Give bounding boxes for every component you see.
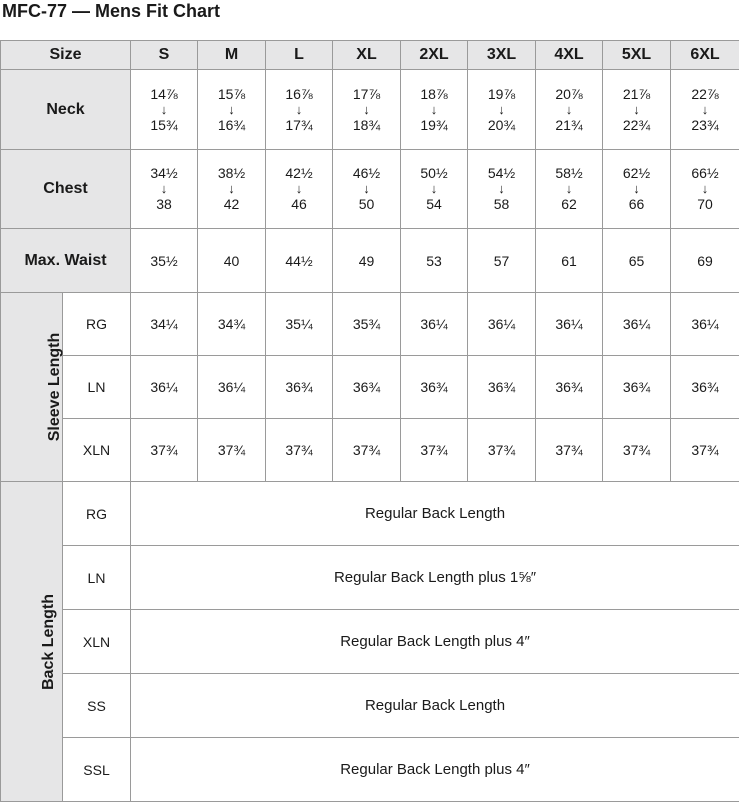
sleeve-length-row [1, 419, 739, 482]
chest-to-value: 54 [426, 196, 442, 213]
size-header-label: Size [1, 41, 131, 70]
neck-from-value: 14⅞ [150, 86, 177, 103]
neck-cell [131, 70, 198, 150]
chest-to-value: 66 [629, 196, 645, 213]
down-arrow-icon: ↓ [161, 103, 168, 117]
chest-to-value: 42 [224, 196, 240, 213]
back-length-row [1, 482, 739, 546]
chest-from-value: 62½ [623, 165, 650, 182]
max-waist-row [1, 229, 739, 293]
down-arrow-icon: ↓ [633, 182, 640, 196]
sleeve-length-value: 37¾ [266, 419, 333, 482]
chest-to-value: 62 [561, 196, 577, 213]
sleeve-length-value: 36¾ [671, 356, 739, 419]
sleeve-length-value: 36¼ [131, 356, 198, 419]
neck-cell [603, 70, 671, 150]
down-arrow-icon: ↓ [363, 182, 370, 196]
neck-to-value: 23¾ [691, 117, 718, 134]
sleeve-length-value: 37¾ [401, 419, 468, 482]
sleeve-length-value: 36¾ [266, 356, 333, 419]
sleeve-length-value: 34¼ [131, 293, 198, 356]
neck-from-value: 18⅞ [420, 86, 447, 103]
neck-range [333, 86, 400, 134]
neck-cell [671, 70, 739, 150]
neck-range [131, 86, 197, 134]
sleeve-length-value: 37¾ [131, 419, 198, 482]
chest-range [401, 165, 467, 213]
size-l-header: L [266, 41, 333, 70]
max-waist-value: 35½ [131, 229, 198, 293]
chest-from-value: 50½ [420, 165, 447, 182]
back-length-group [1, 482, 63, 802]
sleeve-length-value: 37¾ [603, 419, 671, 482]
chest-range [198, 165, 265, 213]
size-3xl-header: 3XL [468, 41, 536, 70]
neck-range [198, 86, 265, 134]
neck-to-value: 18¾ [353, 117, 380, 134]
neck-cell [198, 70, 266, 150]
sleeve-length-group [1, 293, 63, 482]
down-arrow-icon: ↓ [702, 182, 709, 196]
chest-from-value: 38½ [218, 165, 245, 182]
sleeve-length-value: 36¼ [401, 293, 468, 356]
neck-from-value: 19⅞ [488, 86, 515, 103]
sleeve-subtype-label: RG [63, 293, 131, 356]
neck-from-value: 21⅞ [623, 86, 650, 103]
sleeve-length-value: 36¾ [536, 356, 603, 419]
neck-cell [468, 70, 536, 150]
back-subtype-label: RG [63, 482, 131, 546]
sleeve-subtype-label: XLN [63, 419, 131, 482]
sleeve-length-value: 37¾ [536, 419, 603, 482]
sleeve-length-value: 36¾ [401, 356, 468, 419]
size-m-header: M [198, 41, 266, 70]
chest-cell [198, 150, 266, 229]
chest-cell [131, 150, 198, 229]
sleeve-subtype-label: LN [63, 356, 131, 419]
max-waist-value: 53 [401, 229, 468, 293]
size-s-header: S [131, 41, 198, 70]
sleeve-length-value: 37¾ [333, 419, 401, 482]
down-arrow-icon: ↓ [363, 103, 370, 117]
down-arrow-icon: ↓ [566, 182, 573, 196]
sleeve-length-value: 36¼ [671, 293, 739, 356]
size-5xl-header: 5XL [603, 41, 671, 70]
back-length-description: Regular Back Length [131, 674, 739, 738]
back-length-row [1, 546, 739, 610]
sleeve-length-value: 36¼ [198, 356, 266, 419]
neck-to-value: 16¾ [218, 117, 245, 134]
down-arrow-icon: ↓ [702, 103, 709, 117]
down-arrow-icon: ↓ [228, 182, 235, 196]
neck-to-value: 19¾ [420, 117, 447, 134]
max-waist-value: 65 [603, 229, 671, 293]
chest-range [333, 165, 400, 213]
down-arrow-icon: ↓ [498, 103, 505, 117]
down-arrow-icon: ↓ [633, 103, 640, 117]
chest-from-value: 58½ [555, 165, 582, 182]
sleeve-length-value: 37¾ [671, 419, 739, 482]
sleeve-length-row [1, 356, 739, 419]
down-arrow-icon: ↓ [296, 103, 303, 117]
sleeve-length-value: 35¾ [333, 293, 401, 356]
sleeve-length-value: 37¾ [198, 419, 266, 482]
neck-cell [536, 70, 603, 150]
size-4xl-header: 4XL [536, 41, 603, 70]
sleeve-length-value: 36¾ [333, 356, 401, 419]
chest-to-value: 46 [291, 196, 307, 213]
size-header-row [1, 41, 739, 70]
chest-to-value: 70 [697, 196, 713, 213]
neck-cell [401, 70, 468, 150]
down-arrow-icon: ↓ [431, 182, 438, 196]
size-6xl-header: 6XL [671, 41, 739, 70]
chest-range [603, 165, 670, 213]
neck-from-value: 20⅞ [555, 86, 582, 103]
neck-to-value: 21¾ [555, 117, 582, 134]
neck-range [266, 86, 332, 134]
sleeve-length-value: 36¾ [603, 356, 671, 419]
back-length-description: Regular Back Length plus 4″ [131, 738, 739, 802]
chest-from-value: 34½ [150, 165, 177, 182]
back-length-description: Regular Back Length plus 1⅝″ [131, 546, 739, 610]
back-subtype-label: LN [63, 546, 131, 610]
chest-label: Chest [1, 150, 131, 229]
neck-range [671, 86, 739, 134]
neck-range [468, 86, 535, 134]
back-subtype-label: XLN [63, 610, 131, 674]
size-2xl-header: 2XL [401, 41, 468, 70]
chest-to-value: 50 [359, 196, 375, 213]
neck-from-value: 16⅞ [285, 86, 312, 103]
sleeve-length-value: 36¼ [468, 293, 536, 356]
sleeve-length-value: 36¼ [536, 293, 603, 356]
down-arrow-icon: ↓ [161, 182, 168, 196]
neck-from-value: 22⅞ [691, 86, 718, 103]
max-waist-value: 40 [198, 229, 266, 293]
chest-from-value: 54½ [488, 165, 515, 182]
size-xl-header: XL [333, 41, 401, 70]
neck-to-value: 22¾ [623, 117, 650, 134]
max-waist-value: 49 [333, 229, 401, 293]
sleeve-length-value: 34¾ [198, 293, 266, 356]
max-waist-value: 44½ [266, 229, 333, 293]
back-length-row [1, 610, 739, 674]
back-length-description: Regular Back Length [131, 482, 739, 546]
chest-cell [333, 150, 401, 229]
sleeve-length-value: 37¾ [468, 419, 536, 482]
neck-range [401, 86, 467, 134]
back-length-row [1, 738, 739, 802]
back-subtype-label: SS [63, 674, 131, 738]
neck-from-value: 15⅞ [218, 86, 245, 103]
neck-cell [333, 70, 401, 150]
fit-chart-table [0, 40, 739, 802]
chest-cell [603, 150, 671, 229]
max-waist-value: 69 [671, 229, 739, 293]
neck-range [603, 86, 670, 134]
neck-to-value: 17¾ [285, 117, 312, 134]
neck-from-value: 17⅞ [353, 86, 380, 103]
sleeve-length-value: 35¼ [266, 293, 333, 356]
chest-range [131, 165, 197, 213]
chest-range [536, 165, 602, 213]
neck-label: Neck [1, 70, 131, 150]
chest-cell [266, 150, 333, 229]
chest-range [468, 165, 535, 213]
neck-cell [266, 70, 333, 150]
back-length-description: Regular Back Length plus 4″ [131, 610, 739, 674]
max-waist-value: 61 [536, 229, 603, 293]
chest-range [671, 165, 739, 213]
chart-title: MFC-77 — Mens Fit Chart [2, 0, 220, 22]
neck-to-value: 15¾ [150, 117, 177, 134]
sleeve-length-value: 36¾ [468, 356, 536, 419]
sleeve-length-row [1, 293, 739, 356]
down-arrow-icon: ↓ [498, 182, 505, 196]
neck-range [536, 86, 602, 134]
max-waist-label: Max. Waist [1, 229, 131, 293]
chest-to-value: 38 [156, 196, 172, 213]
sleeve-length-label: Sleeve Length [46, 333, 64, 441]
down-arrow-icon: ↓ [296, 182, 303, 196]
chest-cell [401, 150, 468, 229]
down-arrow-icon: ↓ [228, 103, 235, 117]
chest-row [1, 150, 739, 229]
chest-from-value: 66½ [691, 165, 718, 182]
sleeve-length-value: 36¼ [603, 293, 671, 356]
back-subtype-label: SSL [63, 738, 131, 802]
max-waist-value: 57 [468, 229, 536, 293]
down-arrow-icon: ↓ [431, 103, 438, 117]
neck-row [1, 70, 739, 150]
chest-from-value: 42½ [285, 165, 312, 182]
chest-range [266, 165, 332, 213]
chest-cell [536, 150, 603, 229]
back-length-label: Back Length [40, 593, 58, 689]
chest-to-value: 58 [494, 196, 510, 213]
chest-from-value: 46½ [353, 165, 380, 182]
chest-cell [671, 150, 739, 229]
down-arrow-icon: ↓ [566, 103, 573, 117]
neck-to-value: 20¾ [488, 117, 515, 134]
chest-cell [468, 150, 536, 229]
back-length-row [1, 674, 739, 738]
